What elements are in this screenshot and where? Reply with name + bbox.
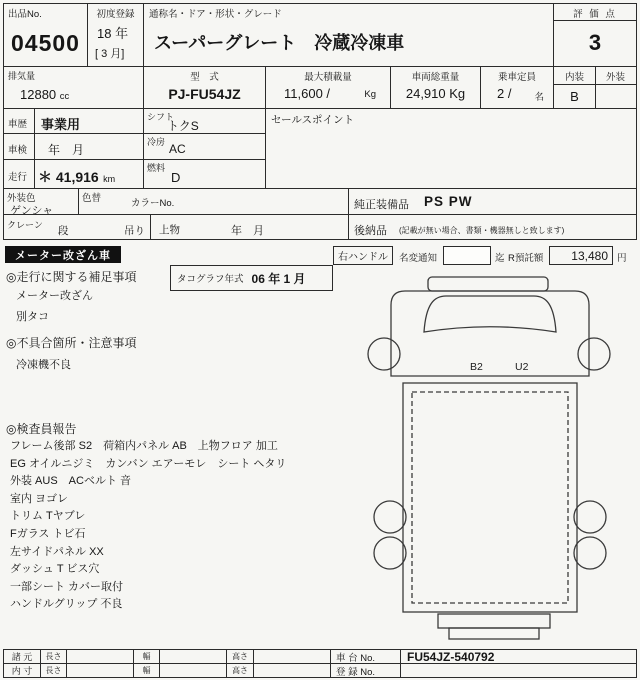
shift-value: トクS [167,119,199,133]
inner-length-value [66,663,134,678]
first-registration-cell [87,3,144,67]
max-load-label: 最大積載量 [304,72,352,83]
front-right-wheel-shape [578,338,610,370]
vehicle-diagram [332,262,638,652]
cargo-box-inner-dashed-shape [412,392,568,603]
sales-point-label: セールスポイント [271,114,355,126]
note-item: 別タコ [16,311,49,323]
mileage-notes-list [16,286,93,328]
divider [34,160,35,188]
spec-row-label: 諸 元 [3,649,41,664]
interior-value: B [554,84,596,108]
mileage-notes-title: ◎走行に関する補足事項 [6,270,137,284]
aircon-cell [143,133,266,160]
spec-height-value [253,649,331,664]
displacement-unit: cc [59,91,70,102]
report-item: ハンドルグリップ 不良 [10,598,123,611]
displacement-cell [3,66,144,109]
spec-width-value [159,649,227,664]
report-item: 外装 AUS ACベルト 音 [10,475,132,488]
registration-no-value [400,663,637,678]
later-items-cell [348,214,637,240]
model-name-value: スーパーグレート 冷蔵冷凍車 [154,33,405,53]
shift-label: シフト [147,112,175,122]
color-change-cell [78,188,349,215]
capacity-label: 乗車定員 [497,72,536,83]
divider [34,134,35,159]
aircon-value: AC [169,142,186,156]
model-name-label: 通称名・ドア・形状・グレード [149,9,282,20]
grade-label-cell [553,3,637,21]
first-registration-month: [ 3 月] [95,48,125,60]
crane-dan-label: 段 [58,225,69,237]
genuine-equipment-cell [348,188,637,215]
exterior-value [595,84,636,108]
inspection-cell [3,133,144,160]
spec-width-label: 幅 [133,649,160,664]
history-cell [3,108,144,134]
inspection-label: 車検 [8,145,28,156]
mileage-value-row [38,167,115,187]
inspection-value: 年 月 [48,143,85,157]
model-code-cell [143,66,266,109]
lot-number: 04500 [11,30,80,56]
rear-right-wheel-shape [574,537,606,569]
exterior-color-cell [3,188,79,215]
interior-exterior-cell [553,66,637,109]
grade-value-cell [553,20,637,67]
first-registration-year: 18 年 [97,26,129,41]
inner-length-label: 長さ [40,663,67,678]
color-change-label: 色替 [82,193,102,204]
interior-label: 内装 [554,67,596,85]
gross-weight-cell [390,66,481,109]
sales-point-box [265,108,637,189]
genuine-equipment-label: 純正装備品 [354,199,409,211]
max-load-unit: Kg [364,89,376,100]
gross-weight-label: 車両総重量 [411,72,460,83]
diagram-mark-u2: U2 [515,361,529,373]
first-registration-label: 初度登録 [96,9,135,20]
grade-label: 評 価 点 [573,9,617,20]
tachograph-label: タコグラフ年式 [177,274,244,285]
crane-tsuri-label: 吊り [124,225,145,237]
inner-height-value [253,663,331,678]
report-item: 室内 ヨゴレ [10,492,69,505]
registration-no-label: 登 録 No. [330,663,401,678]
windshield-shape [424,296,556,332]
grade-value: 3 [588,30,602,55]
genuine-equipment-value: PS PW [424,194,473,209]
shift-cell [143,108,266,134]
deposit-amount: 13,480 [571,248,608,263]
mileage-cell [3,159,144,189]
name-change-label: 名変通知 [399,253,438,264]
rear-right-wheel-shape [574,501,606,533]
cab-outline-shape [391,291,589,376]
diagram-mark-b2: B2 [470,361,483,373]
cargo-box-shape [403,383,577,612]
lot-cell [3,3,88,67]
report-item: EG オイルニジミ カンバン エアーモレ シート ヘタリ [10,457,287,470]
chassis-no-value: FU54JZ-540792 [400,649,637,664]
mileage-label: 走行 [8,172,28,183]
exterior-label: 外装 [595,67,636,85]
inspector-report-list [10,438,286,614]
inner-dim-row-label: 内 寸 [3,663,41,678]
fuel-label: 燃料 [147,163,166,173]
model-name-cell [143,3,554,67]
report-item: トリム Tヤブレ [10,510,86,523]
rear-left-wheel-shape [374,537,406,569]
lot-label: 出品No. [8,9,42,20]
crane-label: クレーン [7,220,43,230]
meter-tampered-badge: メーター改ざん車 [5,246,121,263]
chassis-no-label: 車 台 No. [330,649,401,664]
inner-height-label: 高さ [226,663,254,678]
displacement-value-row [20,87,69,102]
model-code-label: 型 式 [190,72,219,83]
displacement-label: 排気量 [8,71,36,81]
report-item: 一部シート カバー取付 [10,580,124,593]
aircon-label: 冷房 [147,137,166,147]
mileage-unit: km [103,174,116,184]
rear-bumper-shape [438,614,550,628]
rear-left-wheel-shape [374,501,406,533]
crane-cell [3,214,151,240]
history-label: 車歴 [8,119,28,130]
defect-notes-title: ◎不具合箇所・注意事項 [6,336,137,350]
exterior-color-value: ゲンシャ [10,205,54,217]
inner-width-label: 幅 [133,663,160,678]
fuel-cell [143,159,266,189]
made-label: 迄 [495,253,505,264]
capacity-cell [480,66,554,109]
rear-lower-panel-shape [449,628,539,639]
spec-height-label: 高さ [226,649,254,664]
uwamono-cell [150,214,349,240]
front-left-wheel-shape [368,338,400,370]
max-load-cell [265,66,391,109]
uwamono-label: 上物 [159,224,180,236]
tachograph-value: 06 年 1 月 [251,271,306,286]
yen-label: 円 [617,253,627,264]
defect-note-item: 冷凍機不良 [16,359,71,371]
gross-weight-value: 24,910 Kg [405,86,466,101]
later-items-note: (記載が無い場合、書類・機器無しと致します) [399,226,565,235]
front-bumper-shape [428,277,548,291]
divider [34,109,35,133]
spec-length-value [66,649,134,664]
inner-width-value [159,663,227,678]
report-item: Fガラス トビ石 [10,527,86,540]
exterior-color-label: 外装色 [7,193,36,204]
capacity-unit: 名 [534,92,544,103]
uwamono-value: 年 月 [231,225,264,237]
deposit-label: R預託額 [508,253,544,264]
history-value: 事業用 [41,117,81,132]
displacement-value: 12880 [20,87,57,102]
mileage-value: ＊ 41,916 [38,169,99,185]
inspector-report-title: ◎検査員報告 [6,422,77,436]
report-item: 左サイドパネル XX [10,545,104,558]
model-code-value: PJ-FU54JZ [168,86,241,102]
tachograph-box [170,265,333,291]
capacity-value: 2 / [497,86,512,101]
right-handle-box: 右ハンドル [333,246,393,265]
fuel-value: D [171,170,181,185]
report-item: フレーム後部 S2 荷箱内パネル AB 上物フロア 加工 [10,440,278,452]
spec-length-label: 長さ [40,649,67,664]
color-no-label: カラーNo. [131,198,175,209]
max-load-value: 11,600 / [284,86,331,101]
report-item: ダッシュ T ビス穴 [10,563,100,576]
later-items-label: 後納品 [354,225,387,237]
note-item: メーター改ざん [16,290,93,302]
